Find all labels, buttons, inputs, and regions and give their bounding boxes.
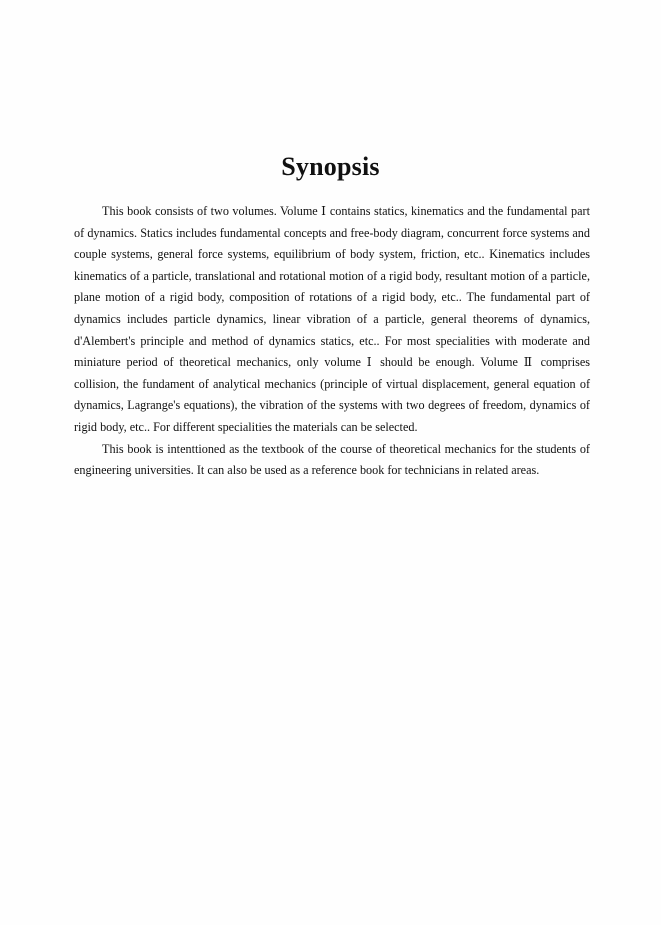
paragraph-1: This book consists of two volumes. Volume Ⅰ contains statics, kinematics and the fundamental part of dynamics. Statics includes fundamental concepts and free-body diagram, concurrent force systems and couple systems, general force systems, equilibrium of body system, friction, etc.. Kinematics includes kinematics of a particle, translational and rotational motion of a rigid body, resultant motion of a particle, plane motion of a rigid body, composition of rotations of a rigid body, etc.. The fundamental part of dynamics includes particle dynamics, linear vibration of a particle, general theorems of dynamics, d'Alembert's principle and method of dynamics statics, etc.. For most specialities with moderate and miniature period of theoretical mechanics, only volume Ⅰ should be enough. Volume Ⅱ comprises collision, the fundament of analytical mechanics (principle of virtual displacement, general equation of dynamics, Lagrange's equations), the vibration of the systems with two degrees of freedom, dynamics of rigid body, etc.. For different specialities the materials can be selected. — [74, 204, 590, 434]
paragraph-2: This book is intenttioned as the textbook of the course of theoretical mechanics for the students of engineering universities. It can also be used as a reference book for technicians in related areas. — [74, 441, 590, 478]
page-title: Synopsis — [281, 152, 380, 181]
synopsis-body — [74, 201, 590, 482]
